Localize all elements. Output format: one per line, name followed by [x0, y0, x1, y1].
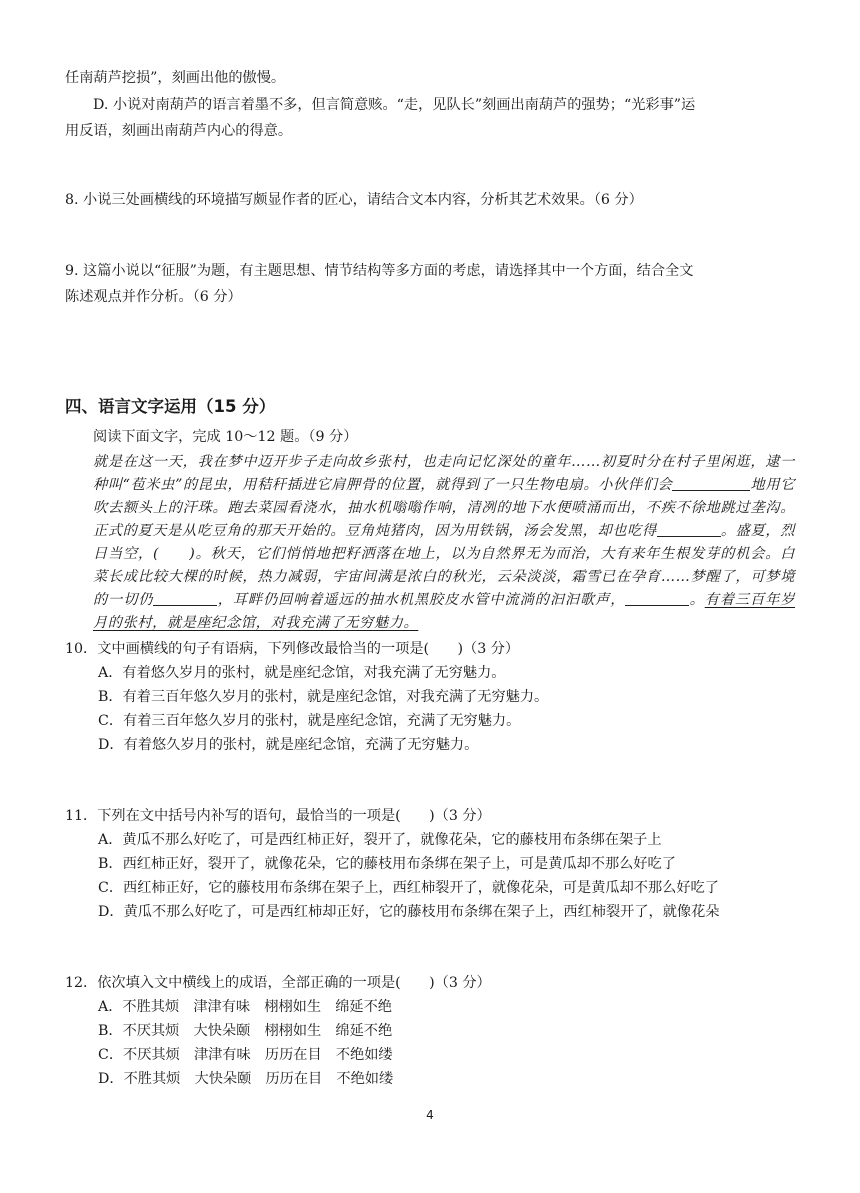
q11-option-b: B．西红柿正好，裂开了，就像花朵，它的藤枝用布条绑在架子上，可是黄瓜却不那么好吃了 [98, 856, 676, 872]
q11-option-a: A．黄瓜不那么好吃了，可是西红柿正好，裂开了，就像花朵，它的藤枝用布条绑在架子上 [98, 832, 662, 848]
q11-option-d: D．黄瓜不那么好吃了，可是西红柿却正好，它的藤枝用布条绑在架子上，西红柿裂开了，就像花朵 [98, 904, 720, 920]
q10-option-a: A．有着悠久岁月的张村，就是座纪念馆，对我充满了无穷魅力。 [98, 665, 506, 681]
passage-part-4: ，耳畔仍回响着遥远的抽水机黑胶皮水管中流淌的汩汩歌声， [217, 592, 626, 608]
q7-option-c-tail: 任南葫芦挖损”，刻画出他的傲慢。 [65, 70, 286, 86]
q7-option-d-line2: 用反语，刻画出南葫芦内心的得意。 [65, 123, 293, 139]
blank-2 [657, 522, 721, 537]
passage-part-2: 地用它吹去额头上的汗珠。跑去菜园看浇水，抽水机嗡嗡作响，清冽的地下水便喷涌而出，不疾不徐地跳过垄沟。正式的夏天是从吃豆角的那天开始的。豆角炖猪肉，因为用铁锅，汤会发黑，却也吃得 [93, 477, 795, 539]
underlined-sentence: 有着三百年岁月的张村，就是座纪念馆，对我充满了无穷魅力。 [93, 592, 795, 631]
blank-4 [625, 591, 689, 606]
question-9-line1: 9. 这篇小说以“征服”为题，有主题思想、情节结构等多方面的考虑，请选择其中一个方面，结合全文 [65, 263, 694, 279]
question-10-stem: 10．文中画横线的句子有语病，下列修改最恰当的一项是( )（3 分） [65, 641, 520, 657]
question-11-stem: 11．下列在文中括号内补写的语句，最恰当的一项是( )（3 分） [65, 808, 491, 824]
question-8: 8. 小说三处画横线的环境描写颇显作者的匠心，请结合文本内容，分析其艺术效果。（6 分） [65, 192, 643, 208]
q12-option-b: B．不厌其烦 大快朵颐 栩栩如生 绵延不绝 [98, 1023, 393, 1039]
blank-1 [672, 476, 750, 491]
q12-option-a: A．不胜其烦 津津有味 栩栩如生 绵延不绝 [98, 999, 392, 1015]
q11-option-c: C．西红柿正好，它的藤枝用布条绑在架子上，西红柿裂开了，就像花朵，可是黄瓜却不那么好吃了 [98, 880, 719, 896]
blank-3 [153, 591, 217, 606]
q12-option-c: C．不厌其烦 津津有味 历历在目 不绝如缕 [98, 1047, 393, 1063]
reading-instruction: 阅读下面文字，完成 10～12 题。（9 分） [93, 429, 358, 445]
question-12-stem: 12．依次填入文中横线上的成语，全部正确的一项是( )（3 分） [65, 975, 491, 991]
q10-option-b: B．有着三百年悠久岁月的张村，就是座纪念馆，对我充满了无穷魅力。 [98, 689, 549, 705]
q10-option-c: C．有着三百年悠久岁月的张村，就是座纪念馆，充满了无穷魅力。 [98, 713, 521, 729]
passage-part-3: 。盛夏，烈日当空，( )。秋天，它们悄悄地把籽洒落在地上，以为自然界无为而治，大有来年生根发芽的机会。白菜长成比较大棵的时候，热力减弱，宇宙间满是浓白的秋光，云朵淡淡，霜雪已在孕育……梦醒了，可梦境的一切仍 [93, 523, 795, 608]
question-9-line2: 陈述观点并作分析。（6 分） [65, 289, 242, 305]
section-heading: 四、语言文字运用（15 分） [65, 397, 276, 416]
q10-option-d: D．有着悠久岁月的张村，就是座纪念馆，充满了无穷魅力。 [98, 737, 479, 753]
reading-passage [65, 451, 795, 635]
q7-option-d-line1: D. 小说对南葫芦的语言着墨不多，但言简意赅。“走，见队长”刻画出南葫芦的强势；“光彩事”运 [93, 97, 696, 113]
passage-part-5: 。 [689, 592, 705, 608]
page-number: 4 [426, 1108, 434, 1122]
passage-part-1: 就是在这一天，我在梦中迈开步子走向故乡张村，也走向记忆深处的童年……初夏时分在村子里闲逛，逮一种叫“苞米虫”的昆虫，用秸秆插进它肩胛骨的位置，就得到了一只生物电扇。小伙伴们会 [93, 454, 795, 493]
q12-option-d: D．不胜其烦 大快朵颐 历历在目 不绝如缕 [98, 1071, 394, 1087]
